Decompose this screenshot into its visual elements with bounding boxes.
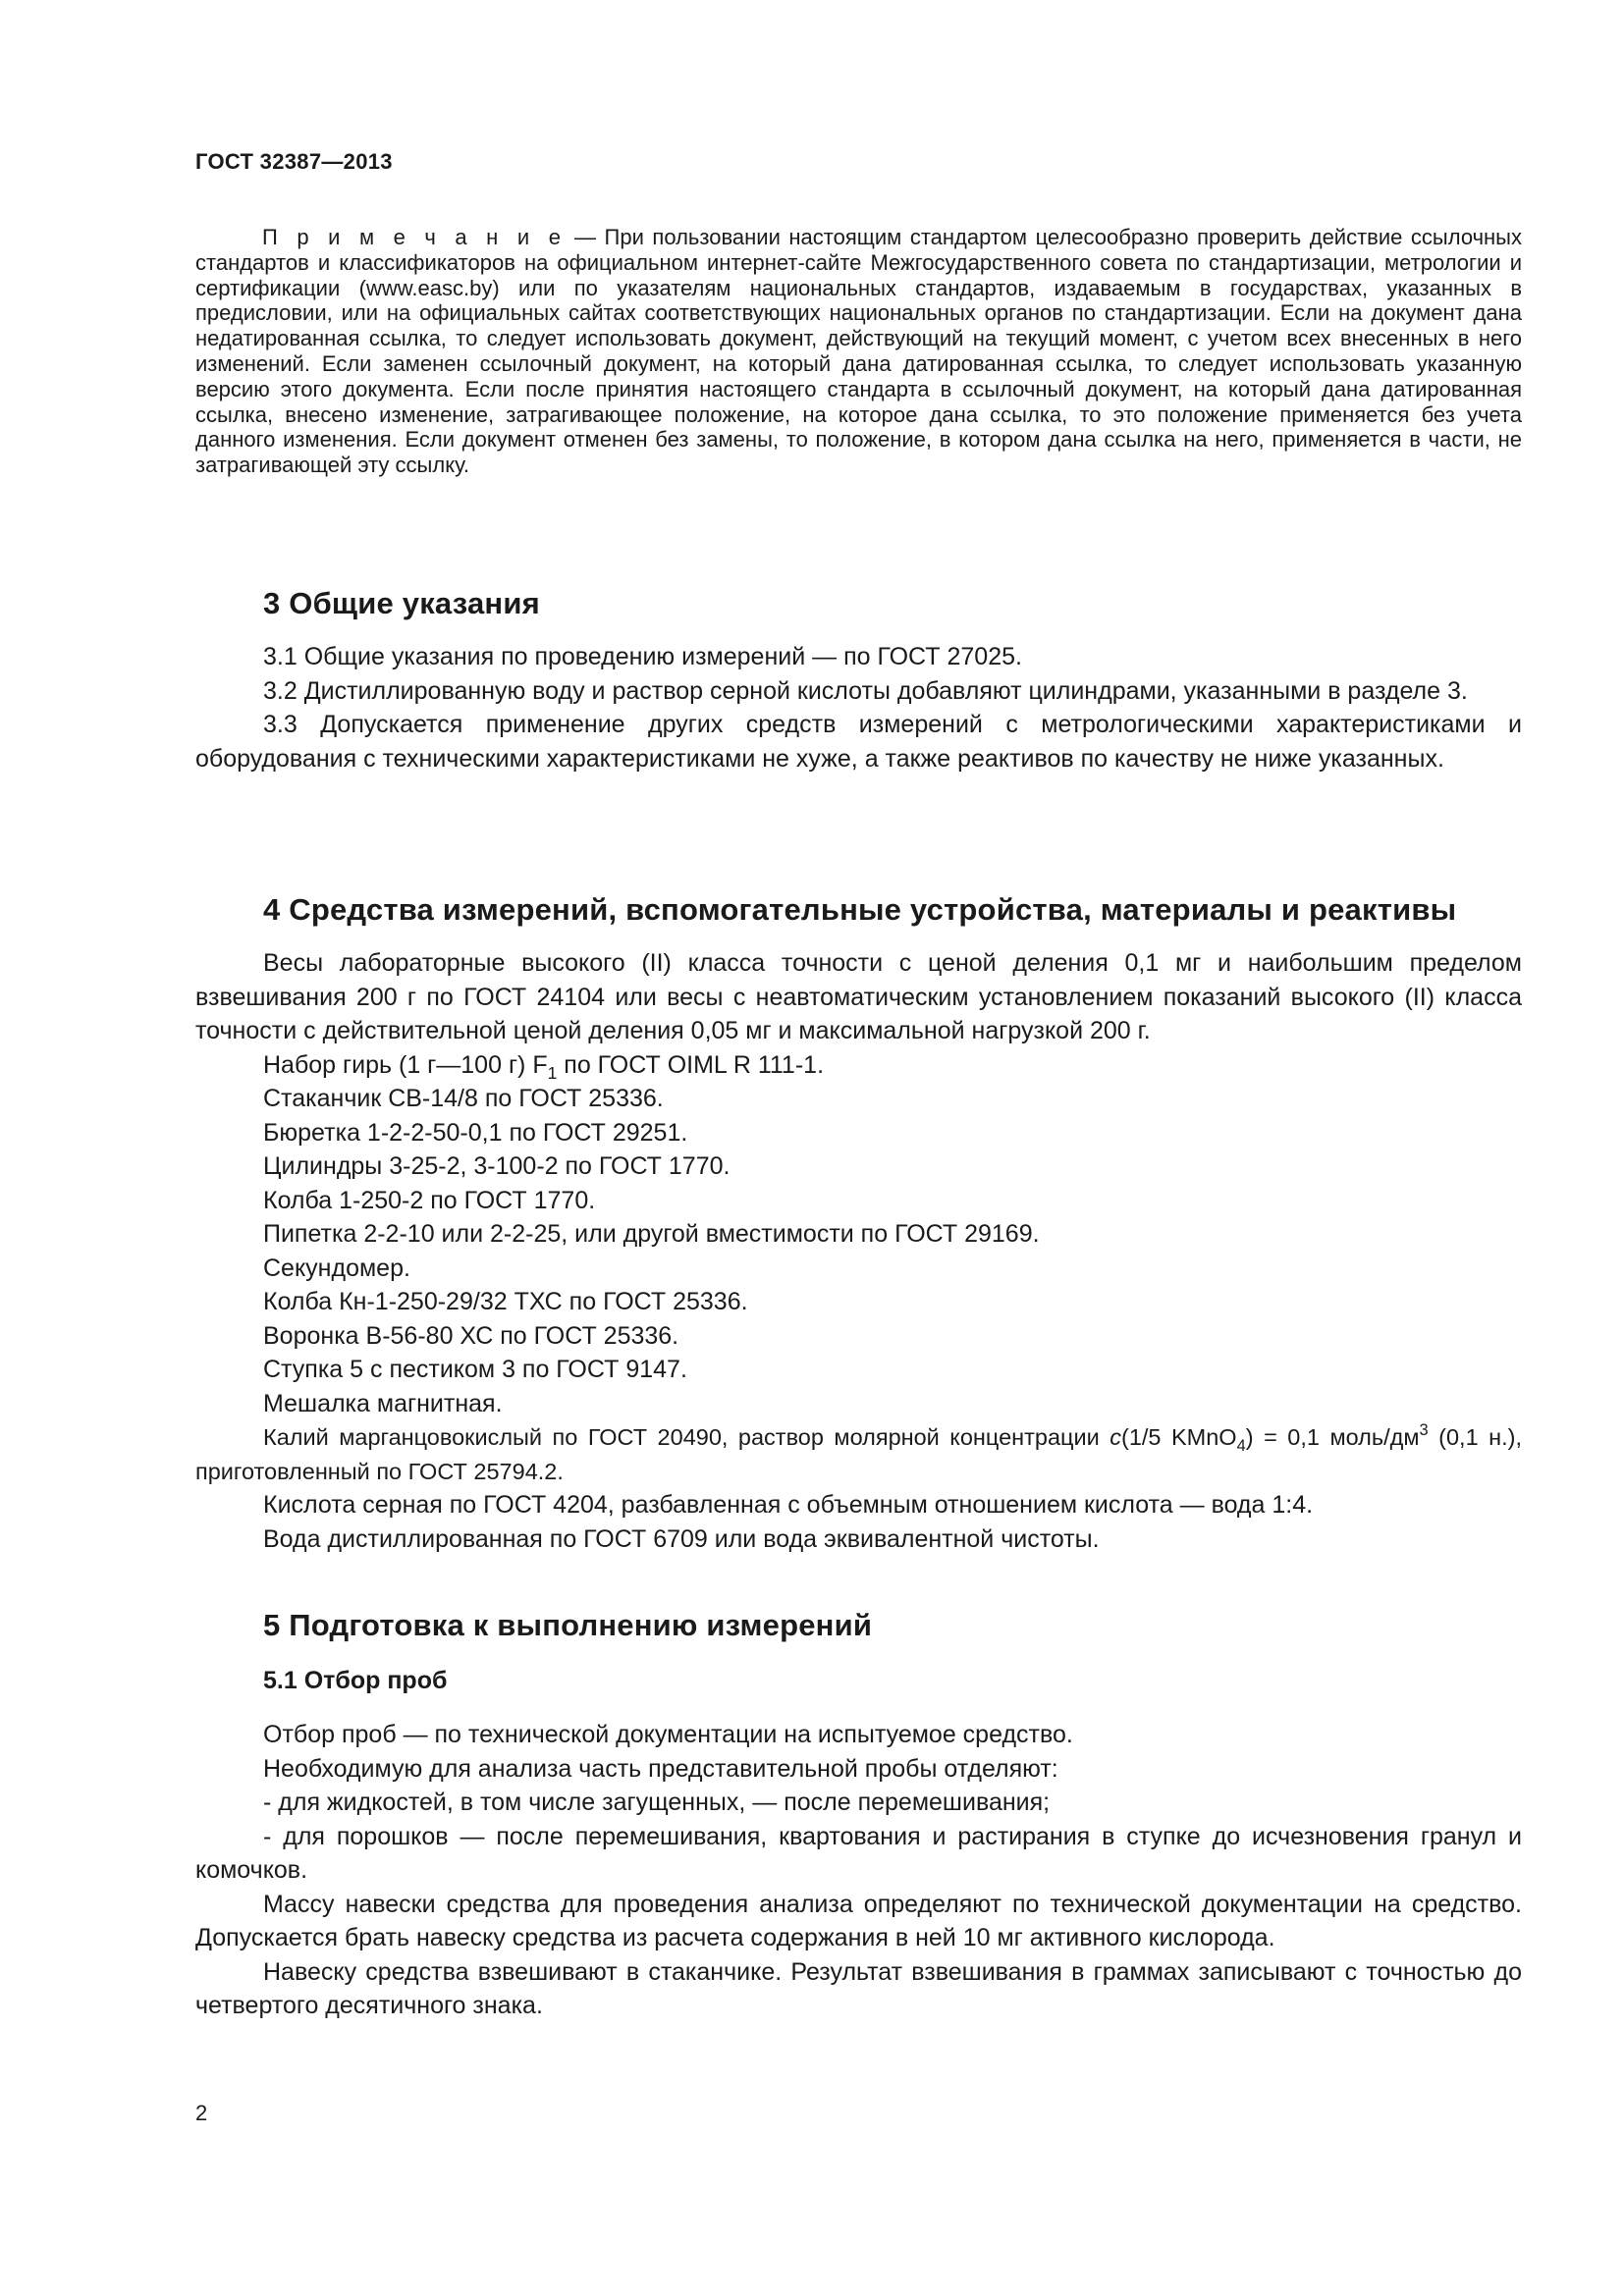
- section-4-title: 4 Средства измерений, вспомогательные устройства, материалы и реактивы: [263, 892, 1457, 927]
- document-header: ГОСТ 32387—2013: [195, 149, 393, 174]
- kmno4-paragraph: Калий марганцовокислый по ГОСТ 20490, раствор молярной концентрации c(1/5 KMnO$_4$) = 0,1 моль/$дм^3$ (0,1 н.), приготовленный по ГОСТ 25794.2.: [195, 1421, 1522, 1484]
- equipment-item: Бюретка 1-2-2-50-0,1 по ГОСТ 29251.: [263, 1118, 688, 1147]
- section-3-title: 3 Общие указания: [263, 586, 540, 620]
- note-label: П р и м е ч а н и е: [262, 225, 567, 249]
- scales-paragraph: Весы лабораторные высокого (II) класса точности с ценой деления 0,1 мг и наибольшим пределом взвешивания 200 г по ГОСТ 24104 или весы с неавтоматическим установлением показаний высокого (II) класса точности с действительной ценой деления 0,05 мг и максимальной нагрузкой 200 г.: [195, 949, 1522, 1044]
- subsection-5-1-title: 5.1 Отбор проб: [263, 1667, 448, 1694]
- paragraph: Необходимую для анализа часть представительной пробы отделяют:: [263, 1754, 1058, 1783]
- list-item: - для жидкостей, в том числе загущенных, — после перемешивания;: [263, 1789, 1051, 1816]
- equipment-item: Стаканчик СВ-14/8 по ГОСТ 25336.: [263, 1085, 664, 1112]
- weights-paragraph: Набор гирь (1 г—100 г) $F_1$ по ГОСТ OIML R 111-1.: [263, 1050, 825, 1083]
- section-5-body: [195, 1718, 1522, 2023]
- paragraph: Навеску средства взвешивают в стаканчике. Результат взвешивания в граммах записывают с точностью до четвертого десятичного знака.: [195, 1957, 1522, 2019]
- equipment-item: Колба 1-250-2 по ГОСТ 1770.: [263, 1186, 596, 1214]
- reference-note: [195, 225, 1522, 478]
- section-5-title: 5 Подготовка к выполнению измерений: [263, 1608, 873, 1642]
- list-item: - для порошков — после перемешивания, квартования и растирания в ступке до исчезновения гранул и комочков.: [195, 1822, 1522, 1884]
- paragraph-3-3: 3.3 Допускается применение других средств измерений с метрологическими характеристиками и оборудования с техническими характеристиками не хуже, а также реактивов по качеству не ниже указанных.: [195, 711, 1522, 773]
- paragraph: Массу навески средства для проведения анализа определяют по технической документации на средство. Допускается брать навеску средства из расчета содержания в ней 10 мг активного кислорода.: [195, 1890, 1522, 1951]
- equipment-item: Пипетка 2-2-10 или 2-2-25, или другой вместимости по ГОСТ 29169.: [263, 1220, 1040, 1248]
- paragraph-3-2: 3.2 Дистиллированную воду и раствор серной кислоты добавляют цилиндрами, указанными в разделе 3.: [263, 676, 1468, 705]
- equipment-item: Колба Кн-1-250-29/32 ТХС по ГОСТ 25336.: [263, 1288, 748, 1315]
- paragraph-3-1: 3.1 Общие указания по проведению измерений — по ГОСТ 27025.: [263, 643, 1022, 670]
- equipment-item: Воронка В-56-80 ХС по ГОСТ 25336.: [263, 1321, 679, 1350]
- equipment-item: Цилиндры 3-25-2, 3-100-2 по ГОСТ 1770.: [263, 1152, 731, 1180]
- equipment-item: Мешалка магнитная.: [263, 1389, 503, 1417]
- section-3-body: [195, 640, 1522, 775]
- water-paragraph: Вода дистиллированная по ГОСТ 6709 или вода эквивалентной чистоты.: [263, 1524, 1100, 1553]
- page-number: 2: [195, 2101, 208, 2125]
- section-4-body: [195, 946, 1522, 1556]
- note-text: — При пользовании настоящим стандартом целесообразно проверить действие ссылочных стандартов и классификаторов на официальном интернет-сайте Межгосударственного совета по стандартизации, метрологии и сертификации (www.easc.by) или по указателям национальных стандартов, издаваемым в государствах, указанных в предисловии, или на официальных сайтах соответствующих национальных органов по стандартизации. Если на документ дана недатированная ссылка, то следует использовать документ, действующий на текущий момент, с учетом всех внесенных в него изменений. Если заменен ссылочный документ, на который дана датированная ссылка, то следует использовать указанную версию этого документа. Если после принятия настоящего стандарта в ссылочный документ, на который дана датированная ссылка, внесено изменение, затрагивающее положение, на которое дана ссылка, то это положение применяется без учета данного изменения. Если документ отменен без замены, то положение, в котором дана ссылка на него, применяется в части, не затрагивающей эту ссылку.: [195, 225, 1522, 478]
- equipment-item: Ступка 5 с пестиком 3 по ГОСТ 9147.: [263, 1356, 687, 1383]
- equipment-item: Секундомер.: [263, 1254, 410, 1282]
- acid-paragraph: Кислота серная по ГОСТ 4204, разбавленная с объемным отношением кислота — вода 1:4.: [263, 1491, 1314, 1519]
- paragraph: Отбор проб — по технической документации на испытуемое средство.: [263, 1721, 1073, 1748]
